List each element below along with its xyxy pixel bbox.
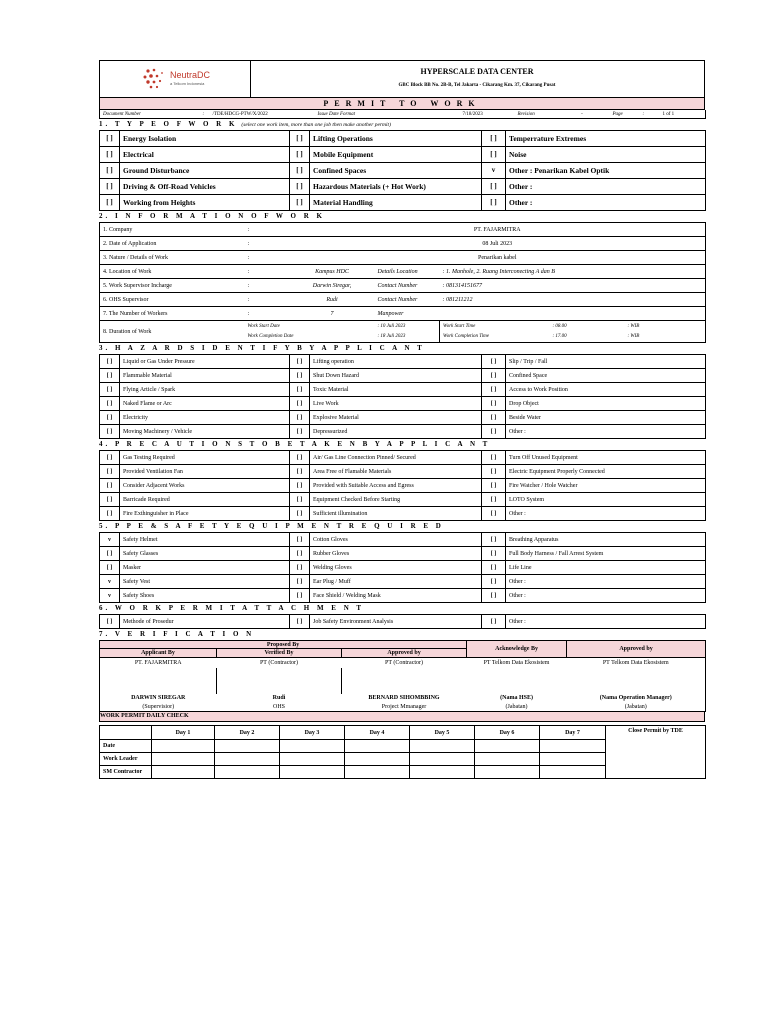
option-label: Other : [506,425,706,439]
nature-label: 3. Nature / Details of Work [100,251,245,265]
daily-check-row-label: Date [100,740,152,753]
duration-label: 8. Duration of Work [103,328,152,335]
start-date-label: Work Start Date [247,323,280,329]
checkbox[interactable]: [ ] [100,131,120,147]
attachment-row [100,615,706,629]
daily-check-cell[interactable] [215,753,280,766]
verified-role: OHS [272,703,285,710]
supervisor-contact-label: Contact Number [375,279,440,293]
meta-row [99,110,706,119]
checkbox[interactable]: [ ] [482,479,506,493]
type-of-work-row [100,131,706,147]
day-header: Day 6 [475,726,540,740]
revision-value: - [581,111,583,117]
option-label: Material Handling [310,195,482,211]
checkbox[interactable]: [ ] [482,561,506,575]
verified-company: PT (Contractor) [259,659,299,666]
applicant-by-header: Applicant By [100,649,217,658]
option-label: Lifting Operations [310,131,482,147]
option-label: Job Safety Environment Analysis [310,615,482,629]
approver-name: (Nama Operation Manager) [599,695,672,701]
daily-check-cell[interactable] [540,740,606,753]
section-precautions: 4. P R E C A U T I O N S T O B E T A K E N B Y A P P L I C A N T [99,440,491,448]
section-type-of-work: 1. T Y P E O F W O R K (select one work item, more than one job then make another permit) [99,120,391,128]
option-label: Consider Adjacent Works [120,479,290,493]
colon: : [245,279,290,293]
daily-check-cell[interactable] [345,753,410,766]
colon: : [245,307,290,321]
start-date-value: : 10 Juli 2023 [377,323,406,329]
daily-check-cell[interactable] [280,766,345,779]
option-label: Electricity [120,411,290,425]
logo-dots-icon [142,67,166,91]
option-label: Other : [506,195,706,211]
information-table [99,222,706,343]
issue-date-label: Issue Date Format [317,111,355,117]
section-verification: 7. V E R I F I C A T I O N [99,630,255,638]
checkbox[interactable]: [ ] [100,547,120,561]
checkbox[interactable]: [ ] [482,179,506,195]
details-location-label: Details Location [375,265,440,279]
workers-value: 7 [290,307,375,321]
section-hazards: 3. H A Z A R D S I D E N T I F Y B Y A P P L I C A N T [99,344,425,352]
option-label: Masker [120,561,290,575]
daily-check-cell[interactable] [280,753,345,766]
option-label: Fire Exthinguisher in Place [120,507,290,521]
approved-name: BERNARD SIHOMBBING [368,695,440,701]
daily-check-cell[interactable] [475,740,540,753]
colon: : [245,293,290,307]
doc-number-value: /TDE/HDCG-PTW/X/2022 [212,111,268,117]
checkbox[interactable]: v [100,575,120,589]
company-address: GBC Block BB No. 2B-B, Tel Jakarta - Cikarang Km. 37, Cikarang Pusat [398,83,556,88]
checkbox[interactable]: [ ] [290,465,310,479]
ppe-row [100,547,706,561]
checkbox[interactable]: [ ] [290,131,310,147]
option-label: Liquid or Gas Under Pressure [120,355,290,369]
company-label: 1. Company [100,223,245,237]
day-header: Day 4 [345,726,410,740]
daily-check-cell[interactable] [410,766,475,779]
ppe-row [100,589,706,603]
start-tz: : WIB [627,323,640,329]
checkbox[interactable]: [ ] [482,547,506,561]
checkbox[interactable]: [ ] [100,411,120,425]
checkbox[interactable]: [ ] [290,411,310,425]
checkbox[interactable]: [ ] [482,451,506,465]
checkbox[interactable]: [ ] [290,163,310,179]
daily-check-cell[interactable] [540,766,606,779]
checkbox[interactable]: [ ] [100,355,120,369]
ppe-row [100,533,706,547]
option-label: Confined Spaces [310,163,482,179]
form-header [99,60,705,98]
logo-subtitle: a Telkom Indonesia [170,81,205,86]
verified-by-header: Verified By [217,649,342,658]
option-label: Slip / Trip / Fall [506,355,706,369]
option-label: Safety Vest [120,575,290,589]
precautions-row [100,479,706,493]
checkbox[interactable]: [ ] [482,355,506,369]
option-label: Provided Ventilation Fan [120,465,290,479]
approved-role: Project Mmanager [381,703,427,710]
checkbox[interactable]: [ ] [290,589,310,603]
form-title: PERMIT TO WORK [99,98,705,110]
option-label: Flammable Material [120,369,290,383]
ack-company: PT Telkom Data Ekosistem [483,659,550,666]
option-label: Shut Down Hazard [310,369,482,383]
daily-check-cell[interactable] [152,766,215,779]
checkbox[interactable]: [ ] [290,561,310,575]
checkbox[interactable]: [ ] [100,425,120,439]
option-label: Equipment Checked Before Starting [310,493,482,507]
checkbox[interactable]: [ ] [482,147,506,163]
precautions-row [100,465,706,479]
option-label: Safety Helmet [120,533,290,547]
option-label: Other : Penarikan Kabel Optik [506,163,706,179]
location-label: 4. Location of Work [100,265,245,279]
applicant-company: PT. FAJARMITRA [134,659,182,666]
ack-name: (Nama HSE) [500,695,533,701]
option-label: Depressurized [310,425,482,439]
checkbox[interactable]: [ ] [100,383,120,397]
option-label: Lifting operation [310,355,482,369]
issue-date-value: 7/18/2023 [462,111,483,117]
approver-role: (Jabatan) [624,703,647,710]
option-label: Drop Object [506,397,706,411]
daily-check-cell[interactable] [215,766,280,779]
option-label: Working from Heights [120,195,290,211]
day-header: Day 2 [215,726,280,740]
daily-check-header-row [100,726,706,740]
option-label: Explosive Material [310,411,482,425]
ppe-row [100,561,706,575]
page-sep: : [642,111,645,117]
end-date-label: Work Completion Date [247,334,294,340]
approved-by-header-2: Approved by [567,641,706,658]
proposed-by-header: Proposed By [100,641,467,649]
colon: : [245,237,290,251]
option-label: Air/ Gas Line Connection Pinned/ Secured [310,451,482,465]
hazards-row [100,355,706,369]
close-permit-header: Close Permit by TDE [606,726,706,779]
company-value: PT. FAJARMITRA [290,223,706,237]
option-label: Gas Testing Required [120,451,290,465]
ohs-contact-value: : 081211212 [440,293,706,307]
option-label: Provided with Suitable Access and Egress [310,479,482,493]
workers-label: 7. The Number of Workers [100,307,245,321]
checkbox[interactable]: [ ] [290,479,310,493]
option-label: Energy Isolation [120,131,290,147]
precautions-row [100,451,706,465]
type-of-work-row [100,195,706,211]
doc-number-label: Document Number [103,111,141,117]
colon: : [245,265,290,279]
verified-name: Rudi [272,695,286,701]
type-of-work-row [100,147,706,163]
end-date-value: : 18 Juli 2023 [377,334,406,340]
doc-number-sep: : [202,111,205,117]
daily-check-cell[interactable] [152,753,215,766]
checkbox[interactable]: [ ] [290,533,310,547]
daily-check-cell[interactable] [540,753,606,766]
day-header: Day 5 [410,726,475,740]
option-label: Access to Work Position [506,383,706,397]
checkbox[interactable]: [ ] [482,383,506,397]
ohs-contact-label: Contact Number [375,293,440,307]
option-label: Beside Water [506,411,706,425]
checkbox[interactable]: [ ] [100,397,120,411]
option-label: Safety Shoes [120,589,290,603]
approved-company: PT (Contractor) [384,659,424,666]
hazards-table [99,354,706,439]
hazards-row [100,411,706,425]
start-time-value: : 08.00 [552,323,567,329]
option-label: Flying Article / Spark [120,383,290,397]
checkbox[interactable]: [ ] [290,507,310,521]
approved-by-header-1: Approved by [342,649,467,658]
logo-brand: NeutraDC [170,70,211,80]
end-tz: : WIB [627,334,640,340]
option-label: Area Free of Flamable Materials [310,465,482,479]
option-label: Sufficient illumination [310,507,482,521]
checkbox[interactable]: [ ] [100,479,120,493]
supervisor-contact-value: : 081314151677 [440,279,706,293]
daily-check-cell[interactable] [345,766,410,779]
daily-check-table [99,725,706,779]
daily-check-row-label: Work Leader [100,753,152,766]
permit-form [99,60,705,779]
checkbox[interactable]: [ ] [290,493,310,507]
supervisor-value: Darwin Siregar, [290,279,375,293]
section-type-note: (select one work item, more than one job then make another permit) [241,122,391,128]
checkbox[interactable]: [ ] [100,163,120,179]
option-label: Other : [506,507,706,521]
checkbox[interactable]: [ ] [482,397,506,411]
option-label: Life Line [506,561,706,575]
option-label: Toxic Material [310,383,482,397]
details-location-value: : 1. Manhole, 2. Ruang Interconecting A dan B [440,265,706,279]
hazards-row [100,425,706,439]
day-header: Day 3 [280,726,345,740]
checkbox[interactable]: [ ] [290,179,310,195]
section-ppe: 5. P P E & S A F E T Y E Q U I P M E N T R E Q U I R E D [99,522,444,530]
checkbox[interactable]: [ ] [290,615,310,629]
workers-unit: Manpower [375,307,440,321]
type-of-work-row [100,179,706,195]
option-label: Safety Glasses [120,547,290,561]
section-attachment: 6. W O R K P E R M I T A T T A C H M E N T [99,604,365,612]
hazards-row [100,369,706,383]
option-label: Full Body Harness / Fall Arrest System [506,547,706,561]
daily-check-title: WORK PERMIT DAILY CHECK [99,712,705,722]
checkbox[interactable]: [ ] [290,147,310,163]
daily-check-cell[interactable] [475,766,540,779]
date-value: 08 Juli 2023 [290,237,706,251]
day-header: Day 1 [152,726,215,740]
checkbox[interactable]: [ ] [290,369,310,383]
checkbox[interactable]: [ ] [482,575,506,589]
checkbox[interactable]: [ ] [482,589,506,603]
checkbox[interactable]: [ ] [482,493,506,507]
hazards-row [100,397,706,411]
checkbox[interactable]: [ ] [100,561,120,575]
checkbox[interactable]: v [100,589,120,603]
revision-label: Revision [517,111,535,117]
approver-company: PT Telkom Data Ekosistem [602,659,669,666]
checkbox[interactable]: [ ] [290,451,310,465]
checkbox[interactable]: [ ] [482,425,506,439]
daily-check-cell[interactable] [152,740,215,753]
checkbox[interactable]: [ ] [100,615,120,629]
option-label: Mobile Equipment [310,147,482,163]
acknowledge-by-header: Acknowledge By [467,641,567,658]
daily-check-row-label: SM Contractor [100,766,152,779]
checkbox[interactable]: [ ] [482,533,506,547]
option-label: Methode of Prosedur [120,615,290,629]
option-label: Naked Flame or Arc [120,397,290,411]
daily-check-cell[interactable] [475,753,540,766]
checkbox[interactable]: [ ] [100,451,120,465]
checkbox[interactable]: [ ] [100,507,120,521]
option-label: Noise [506,147,706,163]
option-label: Confined Space [506,369,706,383]
ohs-label: 6. OHS Supervisor [100,293,245,307]
option-label: Temperrature Extremes [506,131,706,147]
ppe-table [99,532,706,603]
daily-check-cell[interactable] [345,740,410,753]
type-of-work-row [100,163,706,179]
attachment-table [99,614,706,629]
section-information: 2. I N F O R M A T I O N O F W O R K [99,212,325,220]
date-label: 2. Date of Application [100,237,245,251]
verification-table [99,640,706,712]
checkbox[interactable]: [ ] [482,411,506,425]
option-label: Other : [506,615,706,629]
option-label: Ground Disturbance [120,163,290,179]
start-time-label: Work Start Time [440,321,550,332]
daily-check-cell[interactable] [280,740,345,753]
checkbox[interactable]: [ ] [290,575,310,589]
page-label: Page [612,111,623,117]
company-logo [100,61,251,97]
page-value: 1 of 1 [662,111,675,117]
option-label: Ear Plug / Muff [310,575,482,589]
applicant-role: (Supervisior) [142,703,175,710]
end-time-label: Work Completion Time [440,332,550,343]
checkbox[interactable]: [ ] [100,465,120,479]
precautions-row [100,507,706,521]
precautions-table [99,450,706,521]
checkbox[interactable]: [ ] [482,369,506,383]
checkbox[interactable]: [ ] [100,369,120,383]
checkbox[interactable]: [ ] [290,397,310,411]
option-label: Driving & Off-Road Vehicles [120,179,290,195]
option-label: Turn Off Unused Equipment [506,451,706,465]
nature-value: Penarikan kabel [290,251,706,265]
daily-check-cell[interactable] [215,740,280,753]
checkbox[interactable]: [ ] [482,195,506,211]
option-label: Electric Equipment Properly Connected [506,465,706,479]
checkbox[interactable]: [ ] [290,383,310,397]
option-label: Cotton Gloves [310,533,482,547]
location-value: Kampus HDC [290,265,375,279]
ack-role: (Jabatan) [505,703,528,710]
option-label: Other : [506,589,706,603]
option-label: Electrical [120,147,290,163]
end-time-value: : 17.00 [552,334,567,340]
checkbox[interactable]: [ ] [100,195,120,211]
checkbox[interactable]: [ ] [290,355,310,369]
option-label: Live Work [310,397,482,411]
daily-check-cell[interactable] [410,753,475,766]
colon: : [245,251,290,265]
option-label: Moving Machinery / Vehicle [120,425,290,439]
checkbox[interactable]: [ ] [290,195,310,211]
option-label: Breathing Apparatus [506,533,706,547]
option-label: Other : [506,179,706,195]
precautions-row [100,493,706,507]
applicant-name: DARWIN SIREGAR [131,695,186,701]
checkbox[interactable]: v [100,533,120,547]
day-header: Day 7 [540,726,606,740]
hazards-row [100,383,706,397]
checkbox[interactable]: [ ] [100,179,120,195]
option-label: LOTO System [506,493,706,507]
type-of-work-table [99,130,706,211]
option-label: Other : [506,575,706,589]
checkbox[interactable]: [ ] [482,507,506,521]
option-label: Welding Gloves [310,561,482,575]
supervisor-label: 5. Work Supervisor Incharge [100,279,245,293]
colon: : [245,223,290,237]
checkbox[interactable]: v [482,163,506,179]
checkbox[interactable]: [ ] [482,465,506,479]
checkbox[interactable]: [ ] [482,131,506,147]
checkbox[interactable]: [ ] [100,147,120,163]
checkbox[interactable]: [ ] [290,425,310,439]
ppe-row [100,575,706,589]
company-title: HYPERSCALE DATA CENTER [420,67,534,76]
option-label: Fire Watcher / Hole Watcher [506,479,706,493]
option-label: Hazardous Materials (+ Hot Work) [310,179,482,195]
ohs-value: Rudi [290,293,375,307]
option-label: Face Shield / Welding Mask [310,589,482,603]
checkbox[interactable]: [ ] [482,615,506,629]
daily-check-cell[interactable] [410,740,475,753]
checkbox[interactable]: [ ] [100,493,120,507]
option-label: Barricade Required [120,493,290,507]
checkbox[interactable]: [ ] [290,547,310,561]
option-label: Rubber Gloves [310,547,482,561]
